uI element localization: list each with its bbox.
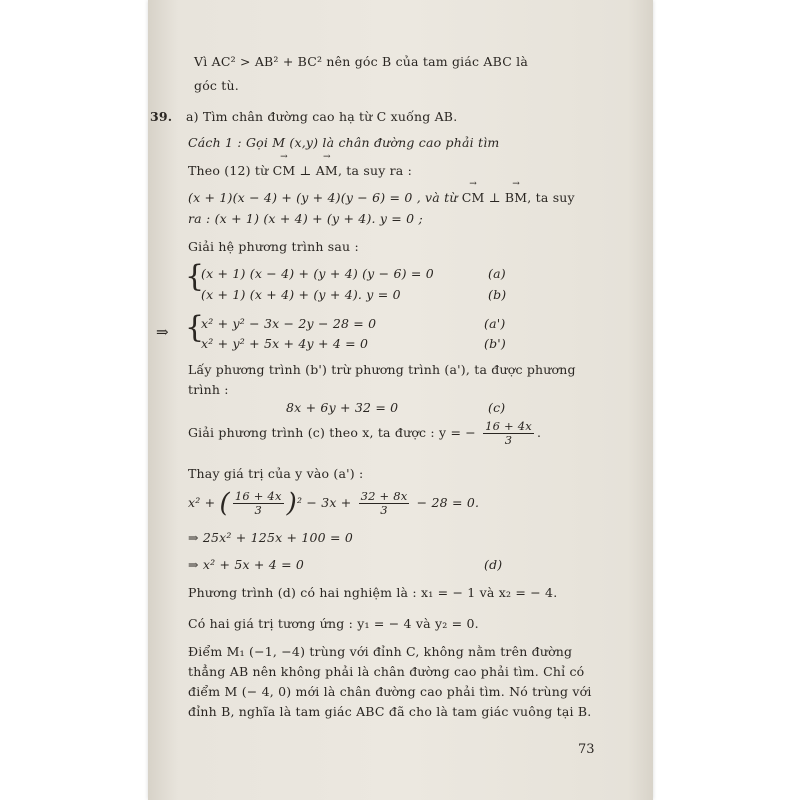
giai-c-text: Giải phương trình (c) theo x, ta được : y = − bbox=[188, 425, 476, 440]
eq1-text-a: (x + 1)(x − 4) + (y + 4)(y − 6) = 0 , và từ bbox=[188, 190, 458, 205]
giai-c-line: Giải phương trình (c) theo x, ta được : y = − $\frac{16 + 4x}{3}$ . bbox=[188, 419, 542, 447]
fraction-y-numerator: 16 + 4x bbox=[485, 419, 532, 433]
problem-text: a) Tìm chân đường cao hạ từ C xuống AB. bbox=[186, 109, 458, 124]
equation-line-1 bbox=[188, 190, 575, 205]
implies-arrow: ⇒ bbox=[156, 323, 169, 341]
pt-d-line: Phương trình (d) có hai nghiệm là : x₁ = − 1 và x₂ = − 4. bbox=[188, 585, 558, 600]
equation-c: 8x + 6y + 32 = 0 bbox=[286, 400, 399, 415]
equation-line-2: ra : (x + 1) (x + 4) + (y + 4). y = 0 ; bbox=[188, 211, 423, 226]
implies-line-1: ⇒ 25x² + 125x + 100 = 0 bbox=[188, 530, 353, 545]
equation-c-tag: (c) bbox=[488, 400, 506, 415]
diem-line-2: thẳng AB nên không phải là chân đường cao phải tìm. Chỉ có bbox=[188, 664, 585, 679]
equation-d-tag: (d) bbox=[484, 557, 503, 572]
perp-symbol-2: ⊥ bbox=[488, 190, 501, 205]
paren-right: ) bbox=[286, 488, 297, 519]
fraction-y bbox=[483, 420, 534, 447]
text-line-2: góc tù. bbox=[194, 78, 239, 93]
thay-line: Thay giá trị của y vào (a') : bbox=[188, 466, 364, 481]
fraction-y-denominator: 3 bbox=[504, 433, 513, 447]
text-line-1: Vì AC² > AB² + BC² nên góc B của tam giác ABC là bbox=[194, 54, 529, 69]
system-brace-2: { bbox=[185, 310, 205, 345]
lay-line-1: Lấy phương trình (b') trừ phương trình (a'), ta được phương bbox=[188, 362, 576, 377]
fraction-sub-1-numerator: 16 + 4x bbox=[234, 489, 282, 503]
theo-text-b: , ta suy ra : bbox=[337, 163, 413, 178]
sub-part-c: − 28 = 0. bbox=[416, 495, 480, 510]
system-tag-a: (a) bbox=[488, 266, 506, 281]
page-number: 73 bbox=[578, 742, 595, 757]
method-line: Cách 1 : Gọi M (x,y) là chân đường cao phải tìm bbox=[188, 135, 500, 150]
vector-cm-2: → CM bbox=[462, 190, 485, 205]
system-brace-1: { bbox=[185, 259, 205, 294]
diem-line-3: điểm M (− 4, 0) mới là chân đường cao phải tìm. Nó trùng với bbox=[188, 684, 592, 699]
system-eq-a: (x + 1) (x − 4) + (y + 4) (y − 6) = 0 bbox=[201, 266, 434, 281]
fraction-sub-1-denominator: 3 bbox=[254, 503, 262, 517]
vector-am: → AM bbox=[316, 163, 338, 178]
vector-bm: → BM bbox=[505, 190, 527, 205]
book-page bbox=[148, 0, 653, 800]
diem-line-1: Điểm M₁ (−1, −4) trùng với đỉnh C, không nằm trên đường bbox=[188, 644, 573, 659]
lay-line-2: trình : bbox=[188, 382, 229, 397]
system-eq-b-prime: x² + y² + 5x + 4y + 4 = 0 bbox=[201, 336, 369, 351]
system-eq-b: (x + 1) (x + 4) + (y + 4). y = 0 bbox=[201, 287, 401, 302]
giai-he-line: Giải hệ phương trình sau : bbox=[188, 239, 359, 254]
sub-part-b: ² − 3x + bbox=[296, 495, 352, 510]
fraction-sub-2-denominator: 3 bbox=[380, 503, 388, 517]
theo-line bbox=[188, 163, 412, 178]
system-tag-b: (b) bbox=[488, 287, 507, 302]
eq1-text-b: , ta suy bbox=[527, 190, 575, 205]
problem-number: 39. bbox=[150, 109, 173, 124]
fraction-sub-1 bbox=[233, 490, 284, 517]
co-hai-line: Có hai giá trị tương ứng : y₁ = − 4 và y₂ = 0. bbox=[188, 616, 479, 631]
system-tag-b-prime: (b') bbox=[484, 336, 506, 351]
implies-line-2: ⇒ x² + 5x + 4 = 0 bbox=[188, 557, 305, 572]
diem-line-4: đỉnh B, nghĩa là tam giác ABC đã cho là tam giác vuông tại B. bbox=[188, 704, 592, 719]
vector-cm: → CM bbox=[273, 163, 296, 178]
substitution-line bbox=[188, 490, 479, 517]
sub-part-a: x² + bbox=[188, 495, 216, 510]
system-eq-a-prime: x² + y² − 3x − 2y − 28 = 0 bbox=[201, 316, 377, 331]
perp-symbol: ⊥ bbox=[299, 163, 312, 178]
paren-left: ( bbox=[219, 488, 230, 519]
fraction-sub-2 bbox=[359, 490, 410, 517]
theo-text-a: Theo (12) từ bbox=[188, 163, 269, 178]
system-tag-a-prime: (a') bbox=[484, 316, 506, 331]
fraction-sub-2-numerator: 32 + 8x bbox=[360, 489, 408, 503]
